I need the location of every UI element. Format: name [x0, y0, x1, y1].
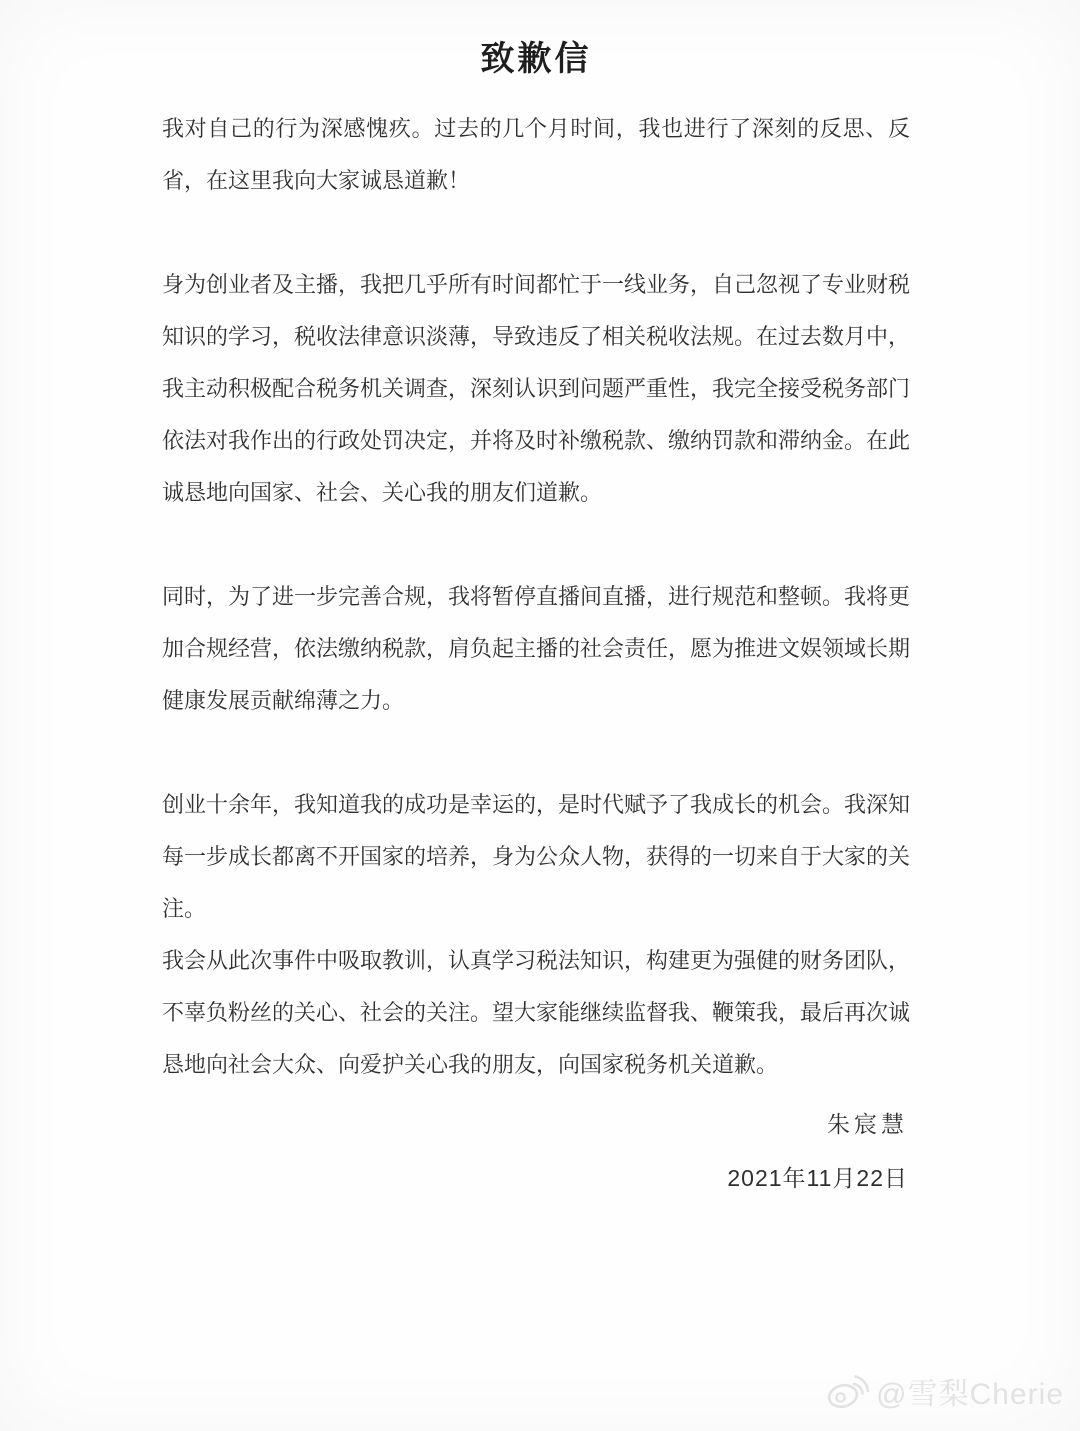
paragraph-tax-violation: 身为创业者及主播，我把几乎所有时间都忙于一线业务，自己忽视了专业财税知识的学习，税收法律意识淡薄，导致违反了相关税收法规。在过去数月中，我主动积极配合税务机关调查，深刻认识到问题严重性，我完全接受税务部门依法对我作出的行政处罚决定，并将及时补缴税款、缴纳罚款和滞纳金。在此诚恳地向国家、社会、关心我的朋友们道歉。 [162, 272, 911, 505]
watermark-text: @雪梨Cherie [876, 1378, 1064, 1411]
watermark [826, 1369, 1064, 1413]
paragraph-apology-intro: 我对自己的行为深感愧疚。过去的几个月时间，我也进行了深刻的反思、反省，在这里我向大家诚恳道歉！ [162, 116, 910, 193]
paragraph-gratitude: 创业十余年，我知道我的成功是幸运的，是时代赋予了我成长的机会。我深知每一步成长都离不开国家的培养，身为公众人物，获得的一切来自于大家的关注。 [162, 792, 911, 921]
weibo-icon [826, 1371, 870, 1411]
paragraph-lesson-final-apology: 我会从此次事件中吸取教训，认真学习税法知识，构建更为强健的财务团队，不辜负粉丝的关心、社会的关注。望大家能继续监督我、鞭策我，最后再次诚恳地向社会大众、向爱护关心我的朋友，向国家税务机关道歉。 [162, 948, 911, 1077]
paragraph-compliance-plan: 同时，为了进一步完善合规，我将暂停直播间直播，进行规范和整顿。我将更加合规经营，依法缴纳税款，肩负起主播的社会责任，愿为推进文娱领域长期健康发展贡献绵薄之力。 [162, 584, 911, 713]
signature-block [162, 1097, 910, 1205]
letter-date: 2021年11月22日 [727, 1165, 908, 1191]
signature: 朱宸慧 [827, 1111, 908, 1137]
letter-title: 致歉信 [480, 40, 592, 78]
letter-body [162, 103, 910, 1091]
